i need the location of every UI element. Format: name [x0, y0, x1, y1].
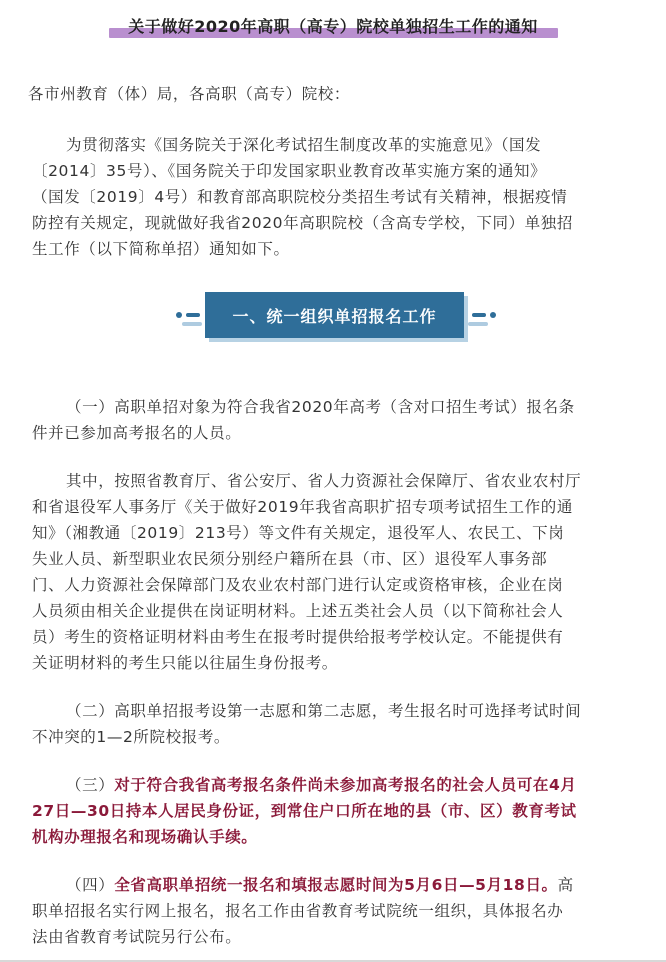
item-line: （二）高职单招报考设第一志愿和第二志愿，考生报名时可选择考试时间: [66, 702, 582, 720]
section-heading: 一、统一组织单招报名工作: [205, 292, 464, 338]
item-tail: 高: [557, 876, 574, 894]
item-line: 知》（湘教通〔2019〕213号）等文件有关规定，退役军人、农民工、下岗: [32, 524, 565, 542]
intro-line: 防控有关规定，现就做好我省2020年高职院校（含高专学校，下同）单独招: [32, 214, 573, 232]
intro-line: 生工作（以下简称单招）通知如下。: [32, 240, 290, 258]
item-line: （一）高职单招对象为符合我省2020年高考（含对口招生考试）报名条: [66, 398, 575, 416]
intro-line: 为贯彻落实《国务院关于深化考试招生制度改革的实施意见》（国发: [66, 136, 542, 154]
emphasis-text: 全省高职单招统一报名和填报志愿时间为5月6日—5月18日。: [114, 876, 558, 894]
item-line: 和省退役军人事务厅《关于做好2019年我省高职扩招专项考试招生工作的通: [32, 498, 573, 516]
title-area: [0, 8, 666, 44]
item-line: 不冲突的1—2所院校报考。: [32, 728, 231, 746]
intro-line: （国发〔2019〕4号）和教育部高职院校分类招生考试有关精神，根据疫情: [32, 188, 568, 206]
emphasis-text: 对于符合我省高考报名条件尚未参加高考报名的社会人员可在4月: [114, 776, 577, 794]
item-line: 件并已参加高考报名的人员。: [32, 424, 242, 442]
intro-line: 〔2014〕35号）、《国务院关于印发国家职业教育改革实施方案的通知》: [32, 162, 547, 180]
item-line: [66, 772, 577, 798]
item-line: [66, 872, 574, 898]
banner-dash: [472, 313, 486, 317]
item-line: 关证明材料的考生只能以往届生身份报考。: [32, 654, 338, 672]
item-line: 法由省教育考试院另行公布。: [32, 928, 242, 946]
banner-dash: [182, 322, 202, 326]
item-prefix: （四）: [66, 876, 115, 894]
banner-dash: [186, 313, 200, 317]
banner-dash: [468, 322, 488, 326]
banner-dot: [490, 312, 496, 318]
salutation: 各市州教育（体）局，各高职（高专）院校：: [28, 85, 351, 103]
section-heading-banner: [0, 290, 666, 340]
item-line: 职单招报名实行网上报名，报名工作由省教育考试院统一组织，具体报名办: [32, 902, 564, 920]
item-line: 人员须由相关企业提供在岗证明材料。上述五类社会人员（以下简称社会人: [32, 602, 564, 620]
banner-dot: [176, 312, 182, 318]
page-title: 关于做好2020年高职（高专）院校单独招生工作的通知: [128, 17, 538, 36]
emphasis-text: 27日—30日持本人居民身份证，到常住户口所在地的县（市、区）教育考试: [32, 802, 577, 820]
item-line: 失业人员、新型职业农民须分别经户籍所在县（市、区）退役军人事务部: [32, 550, 548, 568]
item-line: 员）考生的资格证明材料由考生在报考时提供给报考学校认定。不能提供有: [32, 628, 564, 646]
emphasis-text: 机构办理报名和现场确认手续。: [32, 828, 258, 846]
item-line: 其中，按照省教育厅、省公安厅、省人力资源社会保障厅、省农业农村厅: [66, 472, 582, 490]
item-line: 门、人力资源社会保障部门及农业农村部门进行认定或资格审核，企业在岗: [32, 576, 564, 594]
item-prefix: （三）: [66, 776, 115, 794]
